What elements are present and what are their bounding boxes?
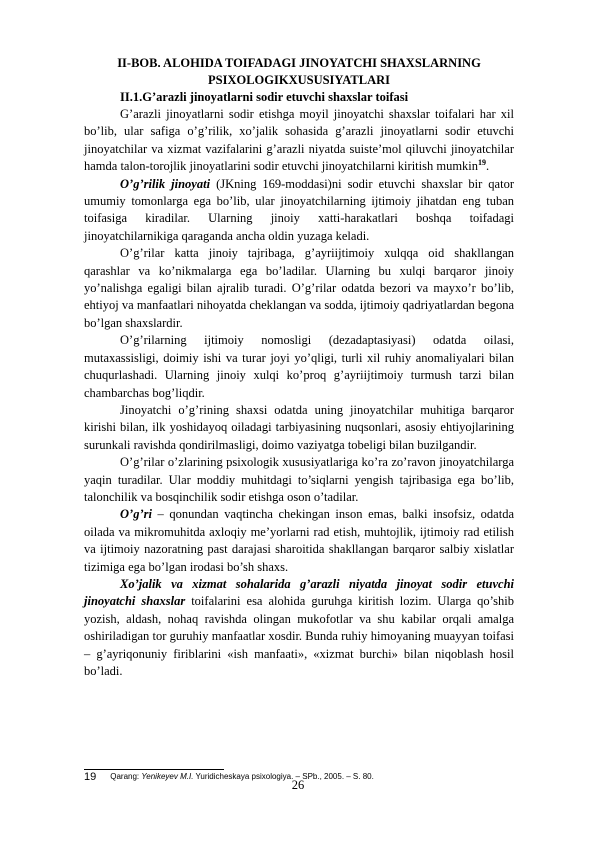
paragraph-7 <box>84 506 514 576</box>
chapter-title-line2: PSIXOLOGIKXUSUSIYATLARI <box>208 73 390 87</box>
paragraph-3: O’g’rilar katta jinoiy tajribaga, g’ayriijtimoiy xulqqa oid shakllangan qarashlar va ko’nikmalarga ega bo’ladilar. Ularning bu xulqi barqaror jinoiy yo’nalishga egaligi bilan ajralib turadi. O’g’rilar odatda bezori va mayxo’r bo’lib, ehtiyoj va manfaatlari nihoyatda cheklangan va sodda, ijtimoiy qadriyatlardan begona bo’lgan shaxslardir. <box>84 246 514 330</box>
term-theft-crime: O’g’rilik jinoyati <box>120 176 211 191</box>
paragraph-8-text: toifalarini esa alohida guruhga kiritish lozim. Ularga qo’shib yozish, aldash, nohaq ravishda olingan mukofotlar va shu kabilar orqali amalga oshiriladigan tor guruhiy manfaatlar xosdir. Bunda ruhiy himoyaning muayyan toifasi – g’ayriqonuniy firiblarini «ish manfaati», «xizmat burchi» bilan niqoblash hosil bo’ladi. <box>84 594 514 678</box>
page-content <box>84 55 514 680</box>
page-number: 26 <box>291 778 305 792</box>
footnote-author: Yenikeyev M.I. <box>141 772 194 781</box>
paragraph-1-end: . <box>486 159 490 174</box>
chapter-title-line1: II-BOB. ALOHIDA TOIFADAGI JINOYATCHI SHAXSLARNING <box>117 56 481 70</box>
paragraph-4: O’g’rilarning ijtimoiy nomosligi (dezadaptasiyasi) odatda oilasi, mutaxassisligi, doimiy ishi va turar joyi yo’qligi, turli xil ruhiy anomaliyalari bilan chuqurlashadi. Ularning jinoiy xulqi ko’proq g’ayriijtimoiy turmush tarzi bilan chambarchas bog’liqdir. <box>84 333 514 400</box>
section-title: II.1.G’arazli jinoyatlarni sodir etuvchi shaxslar toifasi <box>120 90 409 104</box>
paragraph-5: Jinoyatchi o’g’rining shaxsi odatda uning jinoyatchilar muhitiga barqaror kirishi bilan, ilk yoshidayoq oiladagi tarbiyasining nuqsonlari, asosiy ehtiyojlarining surunkali ravishda qondirilmasligi, doimo vaziyatga tobeligi bilan buzilgandir. <box>84 402 514 452</box>
footnote-number: 19 <box>84 771 97 783</box>
paragraph-2 <box>84 176 514 246</box>
paragraph-1 <box>84 106 514 176</box>
paragraph-8 <box>84 576 514 680</box>
paragraph-6: O’g’rilar o’zlarining psixologik xususiyatlariga ko’ra zo’ravon jinoyatchilarga yaqin turadilar. Ular moddiy muhitdagi to’siqlarni yengish tajribasiga ega bo’lib, talonchilik va bosqinchilik sodir etishga oson o’tadilar. <box>84 455 514 504</box>
term-thief: O’g’ri <box>120 507 152 522</box>
paragraph-2-text: (JKning 169-moddasi)ni sodir etuvchi shaxslar bir qator umumiy tomonlarga ega bo’lib, ular jinoyatchilarning ijtimoiy jihatdan eng tuban toifasiga kiradilar. Ularning jinoiy xatti-harakatlari boshqa toifadagi jinoyatchilarnikiga qaraganda ancha oldin yuzaga keladi. <box>84 176 514 243</box>
paragraph-1-text: G’arazli jinoyatlarni sodir etishga moyil jinoyatchi shaxslar toifalari har xil bo’lib, ular safiga o’g’rilik, xo’jalik sohasida g’arazli jinoyatlarni sodir etuvchi jinoyatchilar va xizmat vazifalarini g’arazli niyatda suiste’mol qiluvchi jinoyatchilar hamda talon-torojlik jinoyatlarini sodir etuvchi jinoyatchilarni kiritish mumkin <box>84 107 514 174</box>
footnote-divider <box>84 769 224 770</box>
footnote-prefix: Qarang: <box>110 772 142 781</box>
term-economic-offenders: Xo’jalik va xizmat sohalarida g’arazli niyatda jinoyat sodir etuvchi jinoyatchi shaxslar <box>84 576 514 609</box>
chapter-title <box>84 55 514 89</box>
footnote-text: Yuridicheskaya psixologiya. – SPb., 2005. – S. 80. <box>193 772 374 781</box>
paragraph-7-text: – qonundan vaqtincha chekingan inson emas, balki insofsiz, odatda oilada va mikromuhitda axloqiy me’yorlarni rad etish, muhtojlik, ijtimoiy rad etilish va ijtimoiy nazoratning past darajasi sharoitida shakllangan barqaror salbiy xislatlar tizimiga ega bo’lgan irodasi bo’sh shaxs. <box>84 507 514 574</box>
footnote-ref[interactable]: 19 <box>478 158 487 168</box>
